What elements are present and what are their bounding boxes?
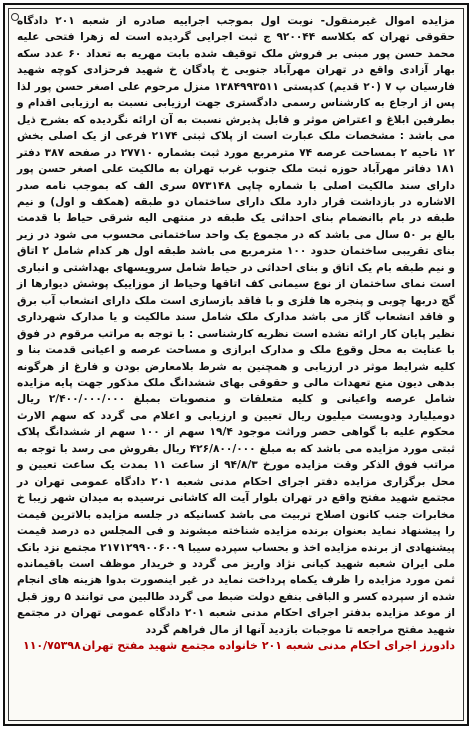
notice-code: ۱۱۰/۷۵۳۹۸	[23, 639, 81, 653]
auction-notice	[3, 3, 469, 726]
signatory-line: دادورز اجرای احکام مدنی شعبه ۲۰۱ خانواده مجتمع شهید مفتح تهران	[82, 639, 455, 653]
notice-footer	[17, 639, 455, 652]
notice-body: مزایده اموال غیرمنقول- نوبت اول بموجب اجراییه صادره از شعبه ۲۰۱ دادگاه حقوقی تهران که بکلاسه ۹۲۰۰۴۴ ج ثبت اجرایی گردیده است له زهرا فتحی علیه محمد حسن پور مبنی بر فروش ملک توقیف شده بابت مهریه به تعداد ۶۰ عدد سکه بهار آزادی واقع در تهران مهرآباد جنوبی خ پادگان خ شهید فرحزادی کوچه شهید فارسیان پ ۷ (۲۰ قدیم) کدپستی ۱۳۸۴۹۹۳۵۱۱ منزل مرحوم علی اصغر حسن پور لذا پس از ارجاع به کارشناس رسمی دادگستری جهت ارزیابی نسبت به ارزیابی اقدام و بطرفین ابلاغ و اعتراض موثر و قابل پذیرش نسبت به آن ارائه نگردیده که بشرح ذیل می باشد : مشخصات ملک عبارت است از پلاک ثبتی ۲۱۷۴ فرعی از یک اصلی بخش ۱۲ ناحیه ۲ بمساحت عرصه ۷۴ مترمربع مورد ثبت بشماره ۲۷۷۱۰ در صفحه ۳۸۷ دفتر ۱۸۱ دفاتر مهرآباد حوزه ثبت ملک جنوب غرب تهران به مالکیت علی اصغر حسن پور دارای سند مالکیت اصلی با شماره چاپی ۵۷۳۱۴۸ سری الف که بموجب نامه صدر الاشاره در بازداشت قرار دارد ملک دارای ساختمان دو طبقه (همکف و اول) و نیم طبقه در بام باانضمام بنای احداثی یک طبقه در منتهی الیه شرقی حیاط با قدمت بالغ بر ۵۰ سال می باشد که در مجموع یک واحد ساختمانی محسوب می شود در زیر بنای تقریبی ساختمان حدود ۱۰۰ مترمربع می باشد طبقه اول هر کدام شامل ۲ اتاق و نیم طبقه بام یک اتاق و بنای احداثی در حیاط شامل سرویسهای بهداشتی و انباری است نمای ساختمان از نوع سیمانی کف اتاقها وحیاط از موزاییک پوشش دیوارها از گچ دربها چوبی و پنجره ها فلزی و با فاقد بازسازی است ملک دارای انشعاب آب برق و فاقد انشعاب گاز می باشد مدارک ملک شامل سند مالکیت و یا مدارک شهرداری نظیر پایان کار ارائه نشده است نظریه کارشناسی : با توجه به مراتب مرقوم در فوق با عنایت به محل وقوع ملک و مدارک ابرازی و مساحت عرصه و اعیانی قدمت بنا و کلیه شرایط موثر در ارزیابی و همچنین به شرط بلامعارض بودن و فارغ از هرگونه بدهی دیون منع تعهدات مالی و حقوقی بهای ششدانگ ملک مذکور جهت پایه مزایده شامل عرصه واعیانی و کلیه متعلقات و منصوبات بمبلغ ۲/۴۰۰/۰۰۰/۰۰۰ ریال دومیلیارد ودویست میلیون ریال تعیین و ارزیابی و اعلام می گردد که سهم الارث محکوم علیه با گواهی حصر وراثت موجود ۱۹/۴ سهم از ۱۰۰ سهم از ششدانگ پلاک ثبتی مورد مزایده می باشد که به مبلغ ۴۲۶/۸۰۰/۰۰۰ ریال بفروش می رسد با توجه به مراتب فوق الذکر وقت مزایده مورخ ۹۴/۸/۳ از ساعت ۱۱ بمدت یک ساعت تعیین و محل برگزاری مزایده دفتر اجرای احکام مدنی شعبه ۲۰۱ دادگاه عمومی تهران در مجتمع شهید مفتح واقع در تهران بلوار آیت اله کاشانی نرسیده به میدان شهر زیبا خ مخابرات جنب کانون اصلاح تربیت می باشد کسانیکه در جلسه مزایده بالاترین قیمت را پیشنهاد نماید بعنوان برنده مزایده شناخته میشوند و فی المجلس ده درصد قیمت پیشنهادی از برنده مزایده اخذ و بحساب سپرده سیبا ۲۱۷۱۲۹۹۰۰۶۰۰۹ مجتمع نزد بانک ملی ایران شعبه شهید کیانی نژاد واریز می گردد و خریدار موظف است باقیمانده ثمن مورد مزایده را ظرف یکماه پرداخت نماید در غیر اینصورت بدوا هزینه های انجام شده از سپرده کسر و الباقی بنفع دولت ضبط می گردد طالبین می توانند ۵ روز قبل از موعد مزایده بدفتر اجرای احکام مدنی شعبه ۲۰۱ دادگاه عمومی تهران در مجتمع شهید مفتح مراجعه تا موجبات بازدید آنها از مال فراهم گردد	[17, 15, 455, 636]
notice-frame	[8, 8, 464, 721]
